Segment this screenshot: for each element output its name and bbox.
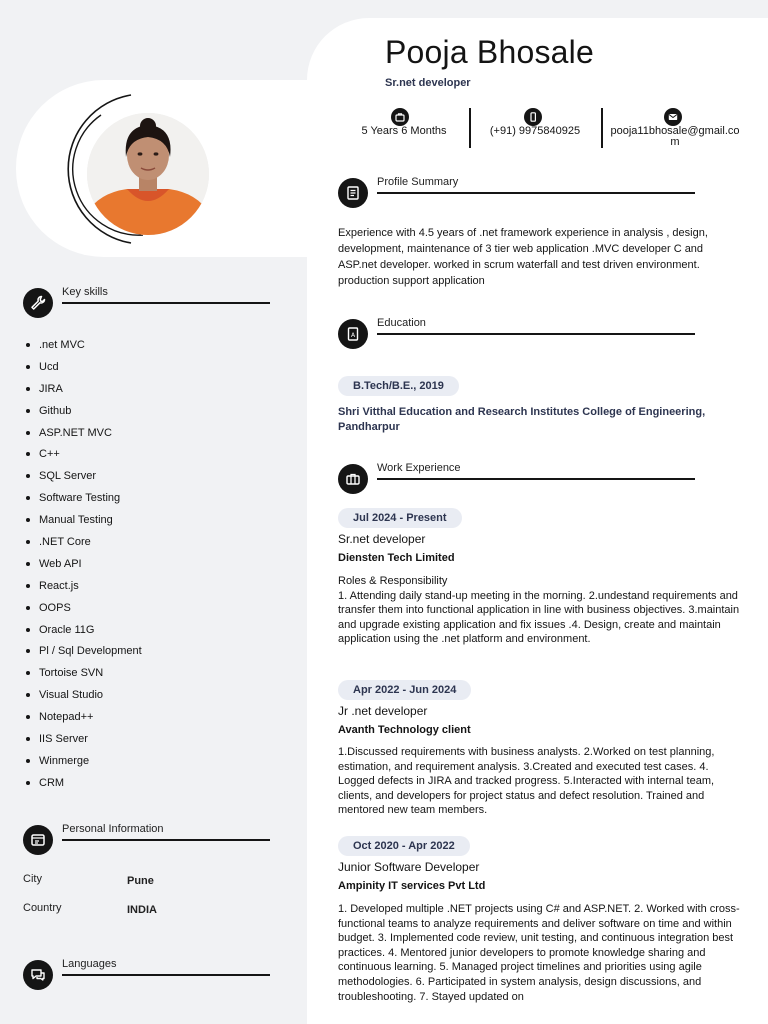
mail-icon [664, 108, 682, 126]
profile-photo [87, 113, 209, 235]
toolbox-icon [338, 464, 368, 494]
skill-item: SQL Server [25, 467, 142, 489]
svg-text:A: A [350, 332, 356, 339]
briefcase-icon [391, 108, 409, 126]
skill-item: Software Testing [25, 489, 142, 511]
skill-item: Tortoise SVN [25, 664, 142, 686]
work-experience-title: Work Experience [377, 462, 461, 474]
job-description: Roles & Responsibility 1. Attending daily stand-up meeting in the morning. 2.undestand requirements and transfer them into functional application in line with business objectives. 3.maintain and upgrade existing application and fix issues .4. Design, create and maintain application using the .net platform and environment. [338, 575, 740, 646]
job-description: 1.Discussed requirements with business analysts. 2.Worked on test planning, estimation, and requirement analysis. 3.Created and executed test cases. 4. Logged defects in JIRA and tracked progress. 5.Interacted with internal team, clients, and developers for project status and defect resolution. Trained and mentored new team members. [338, 746, 715, 817]
languages-header [23, 960, 273, 990]
divider [62, 839, 270, 841]
education-institution: Shri Vitthal Education and Research Institutes College of Engineering, Pandharpur [338, 406, 706, 433]
profile-summary-title: Profile Summary [377, 176, 459, 188]
skill-item: Pl / Sql Development [25, 642, 142, 664]
skill-item: Manual Testing [25, 511, 142, 533]
chat-icon [23, 960, 53, 990]
skill-item: Notepad++ [25, 708, 142, 730]
skill-item: C++ [25, 445, 142, 467]
job-title: Junior Software Developer [338, 860, 480, 874]
experience-contact [352, 108, 456, 148]
divider [62, 974, 270, 976]
education-title: Education [377, 317, 426, 329]
skill-item: CRM [25, 774, 142, 796]
divider [377, 192, 695, 194]
skill-item: ASP.NET MVC [25, 424, 142, 446]
job-title: Sr.net developer [338, 532, 426, 546]
skill-item: Oracle 11G [25, 621, 142, 643]
divider [377, 333, 695, 335]
phone-text[interactable]: (+91) 9975840925 [489, 125, 581, 137]
profile-summary-text: Experience with 4.5 years of .net framework experience in analysis , design, development, maintenance of 3 tier web application .MVC developer C and ASP.net developer. worked in scrum waterfall and test driven environment. production support application [338, 227, 708, 287]
job-company: Ampinity IT services Pvt Ltd [338, 880, 486, 892]
education-header [338, 319, 698, 349]
candidate-role: Sr.net developer [385, 77, 471, 89]
city-label: City [23, 873, 42, 885]
job-dates-badge: Apr 2022 - Jun 2024 [338, 680, 471, 700]
profile-summary-header [338, 178, 698, 208]
personal-info-title: Personal Information [62, 823, 164, 835]
job-company: Diensten Tech Limited [338, 552, 455, 564]
skill-item: IIS Server [25, 730, 142, 752]
divider [377, 478, 695, 480]
id-card-icon [23, 825, 53, 855]
key-skills-header [23, 288, 273, 318]
skill-item: .net MVC [25, 336, 142, 358]
personal-info-header [23, 825, 273, 855]
email-contact [610, 108, 740, 148]
job-description: 1. Developed multiple .NET projects using C# and ASP.NET. 2. Worked with cross-functional teams to analyze requirements and deliver software on time and within budget. 3. Implemented code review, unit testing, and continuous integration best practices. 4. Mentored junior developers to promote knowledge sharing and continuous learning. 5. Managed project timelines and priorities using agile methodologies. 6. Participated in system analysis, design discussions, and troubleshooting. 7. Stayed updated on [338, 903, 740, 1003]
key-skills-title: Key skills [62, 286, 108, 298]
skill-item: Github [25, 402, 142, 424]
job-title: Jr .net developer [338, 704, 428, 718]
phone-contact [479, 108, 591, 148]
skill-item: Visual Studio [25, 686, 142, 708]
skill-item: Ucd [25, 358, 142, 380]
city-value: Pune [127, 875, 154, 887]
experience-text: 5 Years 6 Months [361, 125, 447, 137]
email-text[interactable]: pooja11bhosale@gmail.com [610, 125, 740, 148]
education-degree-badge: B.Tech/B.E., 2019 [338, 376, 459, 396]
contact-divider [469, 108, 471, 148]
job-company: Avanth Technology client [338, 724, 471, 736]
document-icon [338, 178, 368, 208]
candidate-name: Pooja Bhosale [385, 34, 594, 70]
phone-icon [524, 108, 542, 126]
skills-list [25, 336, 142, 796]
country-label: Country [23, 902, 62, 914]
contact-divider [601, 108, 603, 148]
skill-item: Winmerge [25, 752, 142, 774]
languages-title: Languages [62, 958, 117, 970]
job-dates-badge: Jul 2024 - Present [338, 508, 462, 528]
skill-item: React.js [25, 577, 142, 599]
book-icon [338, 319, 368, 349]
skill-item: OOPS [25, 599, 142, 621]
skill-item: .NET Core [25, 533, 142, 555]
job-dates-badge: Oct 2020 - Apr 2022 [338, 836, 470, 856]
skill-item: Web API [25, 555, 142, 577]
wrench-icon [23, 288, 53, 318]
work-experience-header [338, 464, 698, 494]
country-value: INDIA [127, 904, 157, 916]
skill-item: JIRA [25, 380, 142, 402]
divider [62, 302, 270, 304]
